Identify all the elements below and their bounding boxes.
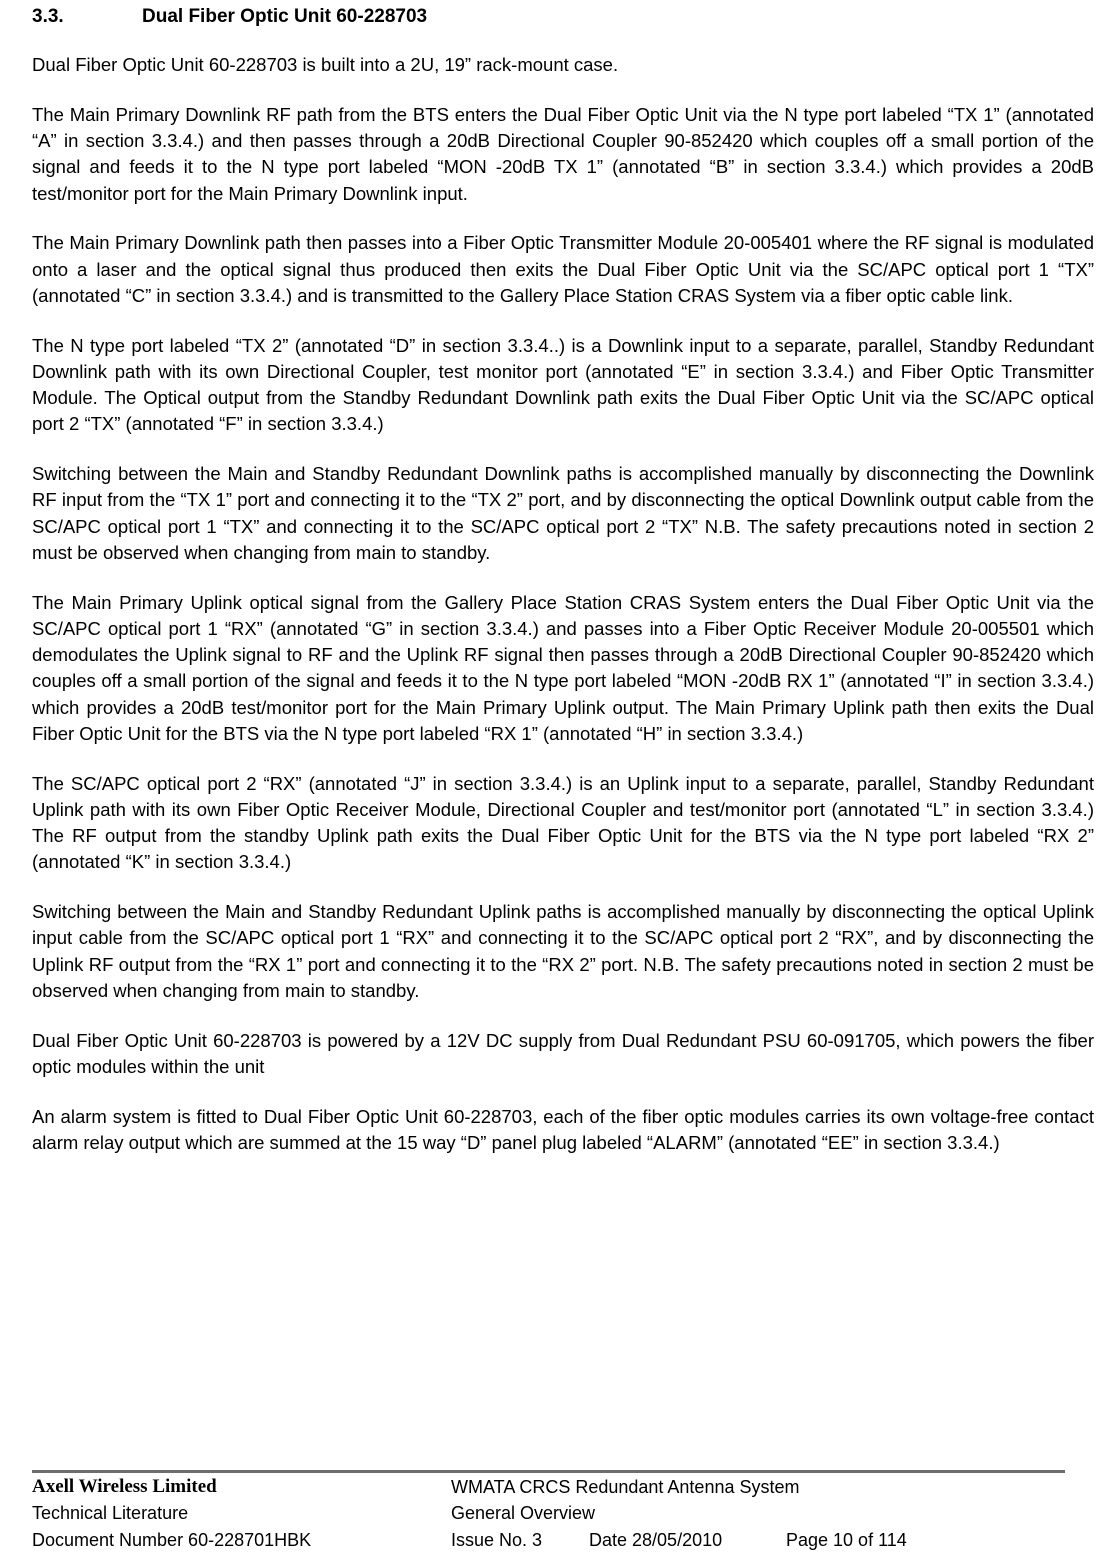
system-name: WMATA CRCS Redundant Antenna System [451,1477,800,1497]
issue-date: Date 28/05/2010 [589,1529,723,1550]
paragraph: The SC/APC optical port 2 “RX” (annotated “J” in section 3.3.4.) is an Uplink input to a separate, parallel, Standby Redundant Uplink path with its own Fiber Optic Receiver Module, Directional Coupler and test/monitor port (annotated “L” in section 3.3.4.) The RF output from the standby Uplink path exits the Dual Fiber Optic Unit for the BTS via the N type port labeled “RX 2” (annotated “K” in section 3.3.4.) [32,772,1094,873]
literature-label: Technical Literature [32,1503,189,1524]
section-heading [32,6,427,28]
paragraph: Dual Fiber Optic Unit 60-228703 is built into a 2U, 19” rack-mount case. [32,54,619,75]
footer-row-1 [32,1474,1094,1500]
issue-number: Issue No. 3 [451,1529,543,1550]
paragraph: An alarm system is fitted to Dual Fiber Optic Unit 60-228703, each of the fiber optic modules carries its own voltage-free contact alarm relay output which are summed at the 15 way “D” panel plug labeled “ALARM” (annotated “EE” in section 3.3.4.) [32,1105,1094,1153]
page-number: Page 10 of 114 [786,1529,907,1550]
footer-row-3 [32,1527,1094,1553]
paragraph: The Main Primary Downlink path then passes into a Fiber Optic Transmitter Module 20-005401 where the RF signal is modulated onto a laser and the optical signal thus produced then exits the Dual Fiber Optic Unit via the SC/APC optical port 1 “TX” (annotated “C” in section 3.3.4.) and is transmitted to the Gallery Place Station CRAS System via a fiber optic cable link. [32,232,1094,306]
footer-row-2 [32,1500,1094,1526]
document-number: Document Number 60-228701HBK [32,1529,312,1550]
paragraph: Switching between the Main and Standby Redundant Downlink paths is accomplished manually by disconnecting the Downlink RF input from the “TX 1” port and connecting it to the “TX 2” port, and by disconnecting the optical Downlink output cable from the SC/APC optical port 1 “TX” and connecting it to the SC/APC optical port 2 “TX” N.B. The safety precautions noted in section 2 must be observed when changing from main to standby. [32,463,1094,563]
section-number: 3.3. [32,6,64,27]
page-footer [32,1474,1094,1553]
paragraph: The N type port labeled “TX 2” (annotated “D” in section 3.3.4..) is a Downlink input to a separate, parallel, Standby Redundant Downlink path with its own Directional Coupler, test monitor port (annotated “E” in section 3.3.4.) and Fiber Optic Transmitter Module. The Optical output from the Standby Redundant Downlink path exits the Dual Fiber Optic Unit via the SC/APC optical port 2 “TX” (annotated “F” in section 3.3.4.) [32,334,1094,435]
overview-label: General Overview [451,1503,596,1524]
paragraph: The Main Primary Uplink optical signal from the Gallery Place Station CRAS System enters the Dual Fiber Optic Unit via the SC/APC optical port 1 “RX” (annotated “G” in section 3.3.4.) and passes into a Fiber Optic Receiver Module 20-005501 which demodulates the Uplink signal to RF and the Uplink RF signal then passes through a 20dB Directional Coupler 90-852420 which couples off a small portion of the signal and feeds it to the N type port labeled “MON -20dB RX 1” (annotated “I” in section 3.3.4.) which provides a 20dB test/monitor port for the Main Primary Uplink output. The Main Primary Uplink path then exits the Dual Fiber Optic Unit for the BTS via the N type port labeled “RX 1” (annotated “H” in section 3.3.4.) [32,591,1094,744]
paragraph: Dual Fiber Optic Unit 60-228703 is powered by a 12V DC supply from Dual Redundant PSU 60-091705, which powers the fiber optic modules within the unit [32,1029,1094,1077]
paragraph: Switching between the Main and Standby Redundant Uplink paths is accomplished manually by disconnecting the optical Uplink input cable from the SC/APC optical port 1 “RX” and connecting it to the SC/APC optical port 2 “RX”, and by disconnecting the Uplink RF output from the “RX 1” port and connecting it to the “RX 2” port. N.B. The safety precautions noted in section 2 must be observed when changing from main to standby. [32,901,1094,1001]
section-title: Dual Fiber Optic Unit 60-228703 [142,6,428,27]
company-name: Axell Wireless Limited [32,1476,217,1497]
body-text [32,52,1094,1180]
paragraph: The Main Primary Downlink RF path from the BTS enters the Dual Fiber Optic Unit via the N type port labeled “TX 1” (annotated “A” in section 3.3.4.) and then passes through a 20dB Directional Coupler 90-852420 which couples off a small portion of the signal and feeds it to the N type port labeled “MON -20dB TX 1” (annotated “B” in section 3.3.4.) which provides a 20dB test/monitor port for the Main Primary Downlink input. [32,103,1094,204]
footer-divider [32,1470,1065,1473]
